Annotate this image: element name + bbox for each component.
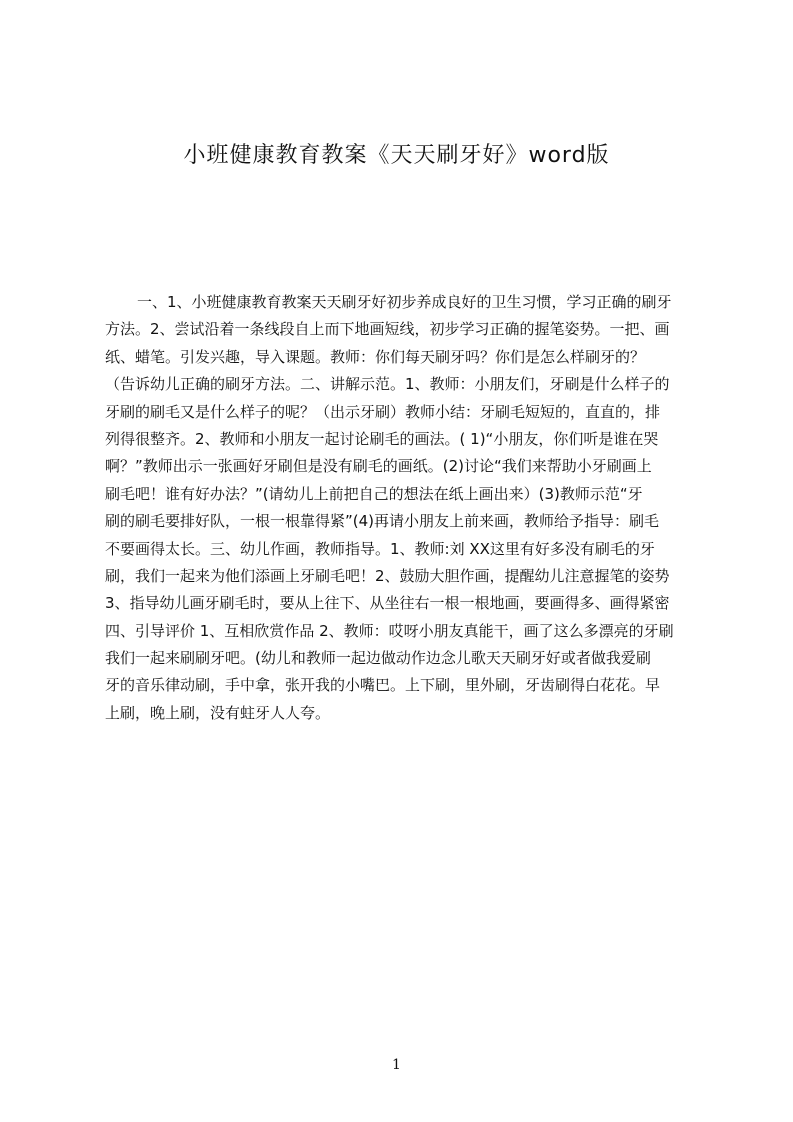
body-line: 一、1、小班健康教育教案天天刷牙好初步养成良好的卫生习惯，学习正确的刷牙 — [137, 293, 672, 311]
document-body — [105, 289, 705, 727]
body-line: 列得很整齐。2、教师和小朋友一起讨论刷毛的画法。( 1)“小朋友，你们听是谁在哭 — [105, 429, 659, 448]
document-title: 小班健康教育教案《天天刷牙好》word版 — [183, 143, 610, 168]
body-line: 纸、蜡笔。引发兴趣，导入课题。教师：你们每天刷牙吗？你们是怎么样刷牙的？ — [105, 347, 646, 366]
body-line: 3、指导幼儿画牙刷毛时，要从上往下、从坐往右一根一根地画，要画得多、画得紧密 — [105, 594, 670, 613]
body-line: 不要画得太长。三、幼儿作画，教师指导。1、教师:刘 XX这里有好多没有刷毛的牙 — [105, 539, 655, 558]
body-line: 牙刷的刷毛又是什么样子的呢？（出示牙刷）教师小结：牙刷毛短短的，直直的，排 — [105, 402, 661, 421]
body-line: 上刷，晚上刷，没有蛀牙人人夸。 — [105, 703, 331, 722]
body-line: 刷毛吧！谁有好办法？”(请幼儿上前把自己的想法在纸上画出来）(3)教师示范“牙 — [105, 484, 643, 503]
body-line: 刷的刷毛要排好队，一根一根靠得紧”(4)再请小朋友上前来画，教师给予指导：刷毛 — [105, 512, 660, 531]
body-line: 我们一起来刷刷牙吧。(幼儿和教师一起边做动作边念儿歌天天刷牙好或者做我爱刷 — [105, 649, 651, 668]
body-line: 啊？”教师出示一张画好牙刷但是没有刷毛的画纸。(2)讨论“我们来帮助小牙刷画上 — [105, 457, 652, 476]
body-line: 四、引导评价 1、互相欣赏作品 2、教师：哎呀小朋友真能干，画了这么多漂亮的牙刷 — [105, 621, 674, 640]
page-number: 1 — [392, 1057, 401, 1073]
body-line: 刷，我们一起来为他们添画上牙刷毛吧！2、鼓励大胆作画，提醒幼儿注意握笔的姿势 — [105, 566, 670, 585]
body-line: （告诉幼儿正确的刷牙方法。二、讲解示范。1、教师：小朋友们，牙刷是什么样子的 — [105, 375, 670, 394]
body-line: 方法。2、尝试沿着一条线段自上而下地画短线，初步学习正确的握笔姿势。一把、画 — [105, 320, 670, 339]
body-line: 牙的音乐律动刷，手中拿，张开我的小嘴巴。上下刷，里外刷，牙齿刷得白花花。早 — [105, 676, 661, 695]
